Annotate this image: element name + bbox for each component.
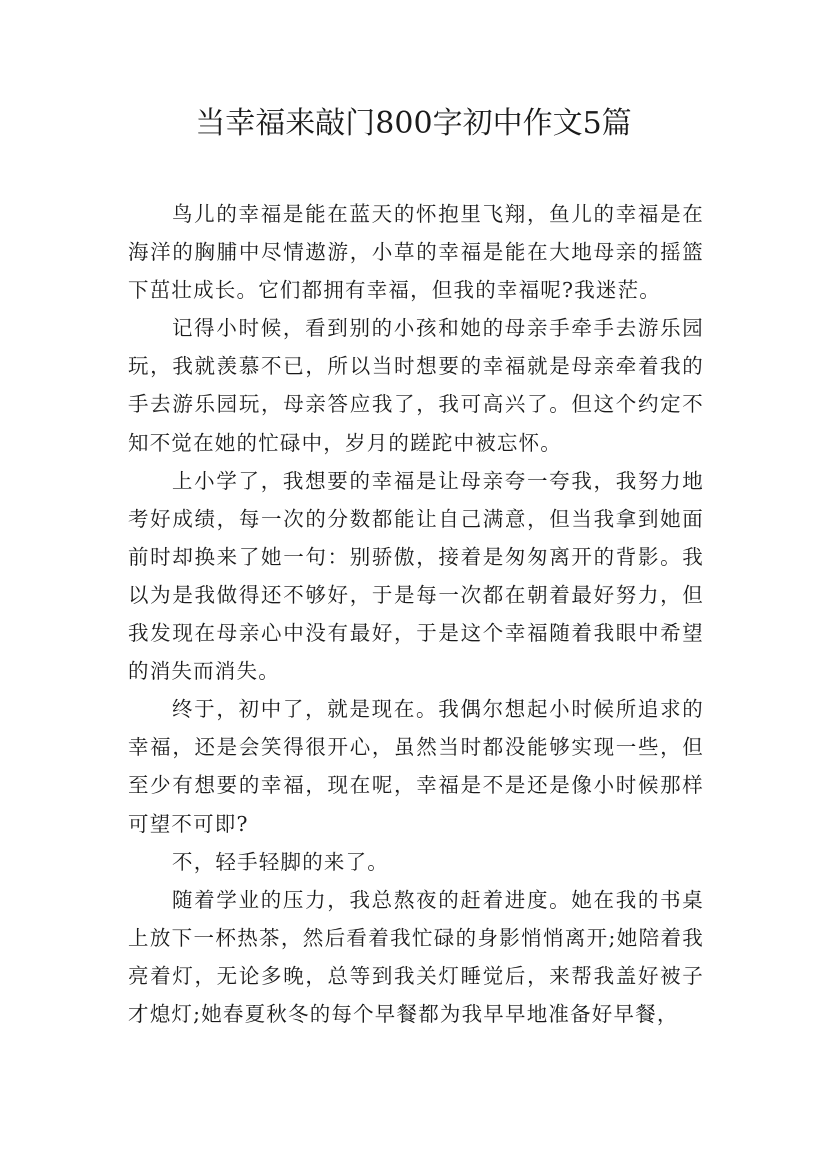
paragraph: 终于，初中了，就是现在。我偶尔想起小时候所追求的幸福，还是会笑得很开心，虽然当时都没能够实现一些，但至少有想要的幸福，现在呢，幸福是不是还是像小时候那样可望不可即? [128,697,704,836]
document-body [128,195,704,1033]
paragraph: 随着学业的压力，我总熬夜的赶着进度。她在我的书桌上放下一杯热茶，然后看着我忙碌的身影悄悄离开;她陪着我亮着灯，无论多晚，总等到我关灯睡觉后，来帮我盖好被子才熄灯;她春夏秋冬的每个早餐都为我早早地准备好早餐， [128,887,704,1026]
paragraph: 不，轻手轻脚的来了。 [172,849,389,874]
paragraph: 上小学了，我想要的幸福是让母亲夸一夸我，我努力地考好成绩，每一次的分数都能让自己满意，但当我拿到她面前时却换来了她一句：别骄傲，接着是匆匆离开的背影。我以为是我做得还不够好，于是每一次都在朝着最好努力，但我发现在母亲心中没有最好，于是这个幸福随着我眼中希望的消失而消失。 [128,468,704,684]
document-title: 当幸福来敲门800字初中作文5篇 [195,106,632,141]
paragraph: 鸟儿的幸福是能在蓝天的怀抱里飞翔，鱼儿的幸福是在海洋的胸脯中尽情遨游，小草的幸福是能在大地母亲的摇篮下茁壮成长。它们都拥有幸福，但我的幸福呢?我迷茫。 [128,202,704,303]
paragraph: 记得小时候，看到别的小孩和她的母亲手牵手去游乐园玩，我就羡慕不已，所以当时想要的幸福就是母亲牵着我的手去游乐园玩，母亲答应我了，我可高兴了。但这个约定不知不觉在她的忙碌中，岁月的蹉跎中被忘怀。 [128,316,704,455]
